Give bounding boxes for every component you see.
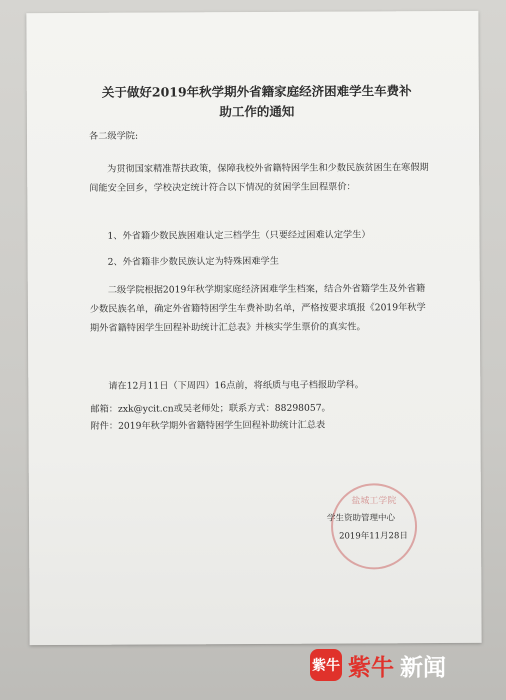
issuer-name: 学生资助管理中心: [326, 513, 396, 524]
contact-line: 邮箱：zxk@ycit.cn或吴老师处；联系方式：88298057。: [90, 402, 331, 415]
paragraph-intro: 为贯彻国家精准帮扶政策，保障我校外省籍特困学生和少数民族贫困生在寒假期间能安全回乡，学校决定统计符合以下情况的贫困学生回程票价：: [89, 162, 429, 194]
paragraph-deadline: 请在12月11日（下周四）16点前，将纸质与电子档报助学科。: [108, 379, 364, 392]
notice-paper: [26, 11, 481, 645]
logo-brand-text: 紫牛: [348, 654, 394, 681]
paragraph-instructions: 二级学院根据2019年秋学期家庭经济困难学生档案，结合外省籍学生及外省籍少数民族名单，确定外省籍特困学生车费补助名单，严格按要求填报《2019年秋学期外省籍特困学生回程补助统计汇总表》并核实学生票价的真实性。: [89, 283, 426, 334]
seal-text: 盐城工学院: [351, 496, 397, 507]
ziniu-news-logo: [310, 644, 446, 686]
attachment-line: 附件：2019年秋学期外省籍特困学生回程补助统计汇总表: [90, 419, 326, 432]
logo-news-text: 新闻: [400, 654, 446, 681]
issue-date: 2019年11月28日: [339, 531, 408, 542]
greeting: 各二级学院:: [88, 130, 139, 142]
list-item-2: 2、外省籍非少数民族认定为特殊困难学生: [107, 255, 279, 268]
list-item-1: 1、外省籍少数民族困难认定三档学生（只要经过困难认定学生）: [107, 229, 371, 242]
notice-title: 关于做好2019年秋学期外省籍家庭经济困难学生车费补助工作的通知: [101, 83, 412, 120]
ziniu-logo-icon: 紫牛: [310, 649, 342, 681]
